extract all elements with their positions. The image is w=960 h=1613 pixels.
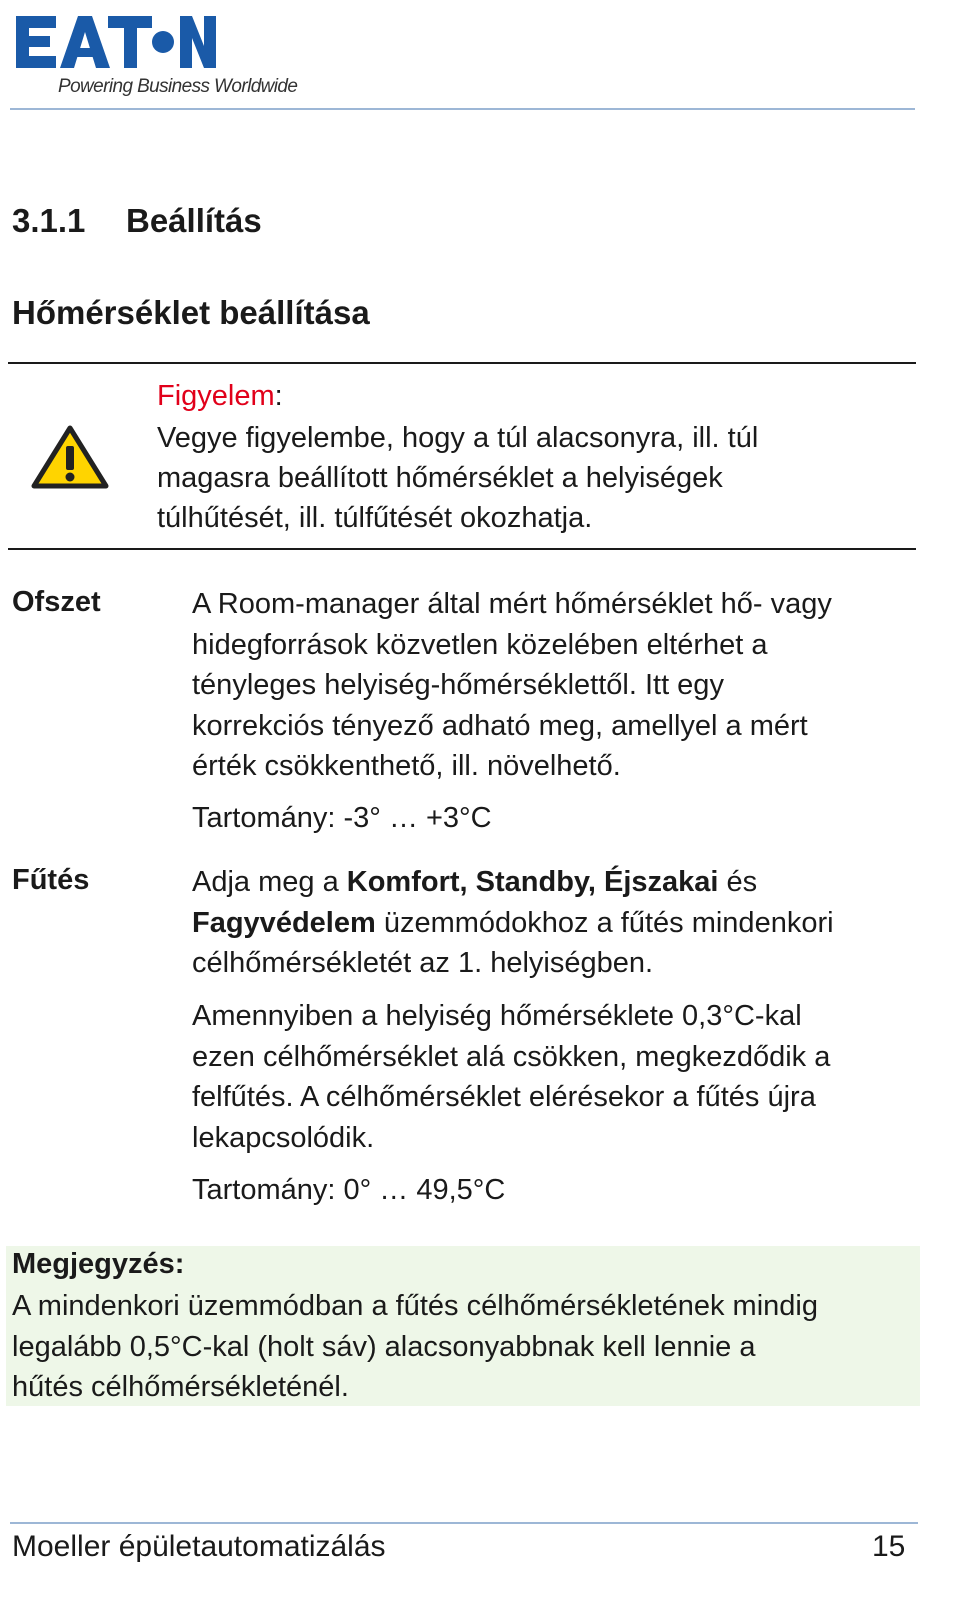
attention-line: túlhűtését, ill. túlfűtését okozhatja. (157, 502, 593, 534)
heating-p1-start: Adja meg a (192, 866, 347, 898)
note-line: legalább 0,5°C-kal (holt sáv) alacsonyabbnak kell lennie a (12, 1330, 756, 1363)
heating-p1-end: üzemmódokhoz a fűtés mindenkori (375, 906, 834, 939)
heating-p2-line: lekapcsolódik. (192, 1121, 375, 1154)
attention-line: magasra beállított hőmérséklet a helyiségek (157, 462, 723, 494)
footer-title: Moeller épületautomatizálás (12, 1530, 386, 1563)
attention-line: Vegye figyelembe, hogy a túl alacsonyra, ill. túl (157, 422, 759, 454)
offset-range: Tartomány: -3° … +3°C (192, 802, 492, 834)
heating-paragraph-1 (192, 862, 917, 984)
warning-triangle-icon (30, 424, 110, 490)
heating-p2-line: Amennyiben a helyiség hőmérséklete 0,3°C-kal (192, 1000, 802, 1032)
heating-range: Tartomány: 0° … 49,5°C (192, 1174, 506, 1206)
eaton-logo (16, 12, 216, 72)
section-title: Beállítás (126, 202, 262, 239)
heating-modes-bold: Komfort, Standby, Éjszakai (346, 866, 719, 898)
subsection-title: Hőmérséklet beállítása (12, 294, 370, 331)
heating-p1-line-2 (192, 903, 917, 944)
offset-line: korrekciós tényező adható meg, amellyel a mért (192, 709, 808, 742)
attention-text (157, 418, 877, 538)
heating-p1-mid: és (718, 866, 758, 898)
offset-line: tényleges helyiség-hőmérséklettől. Itt egy (192, 669, 724, 701)
heating-p2-line: felfűtés. A célhőmérséklet elérésekor a fűtés újra (192, 1081, 816, 1113)
attention-label (157, 378, 283, 414)
page-number: 15 (872, 1530, 906, 1563)
offset-label: Ofszet (12, 586, 101, 618)
section-number: 3.1.1 (12, 202, 86, 239)
heating-paragraph-2 (192, 996, 917, 1158)
footer-divider (10, 1522, 918, 1524)
note-text (12, 1286, 917, 1408)
heating-p1-line-1 (192, 862, 917, 903)
heating-p1-line-3: célhőmérsékletét az 1. helyiségben. (192, 947, 654, 979)
attention-colon: : (274, 380, 283, 412)
attention-bottom-rule (8, 548, 916, 550)
offset-line: hidegforrások közvetlen közelében eltérhet a (192, 628, 768, 661)
attention-top-rule (8, 362, 916, 364)
heating-frost-bold: Fagyvédelem (192, 906, 376, 939)
offset-line: A Room-manager által mért hőmérséklet hő- vagy (192, 588, 832, 620)
header-divider (10, 108, 915, 110)
attention-word: Figyelem (157, 380, 275, 412)
offset-line: érték csökkenthető, ill. növelhető. (192, 750, 621, 782)
note-title: Megjegyzés: (12, 1248, 185, 1280)
heating-label: Fűtés (12, 864, 90, 896)
logo-tagline: Powering Business Worldwide (58, 76, 298, 97)
heating-p2-line: ezen célhőmérséklet alá csökken, megkezdődik a (192, 1040, 831, 1073)
note-line: A mindenkori üzemmódban a fűtés célhőmérsékletének mindig (12, 1290, 818, 1322)
note-line: hűtés célhőmérsékleténél. (12, 1371, 349, 1403)
offset-description (192, 584, 917, 787)
